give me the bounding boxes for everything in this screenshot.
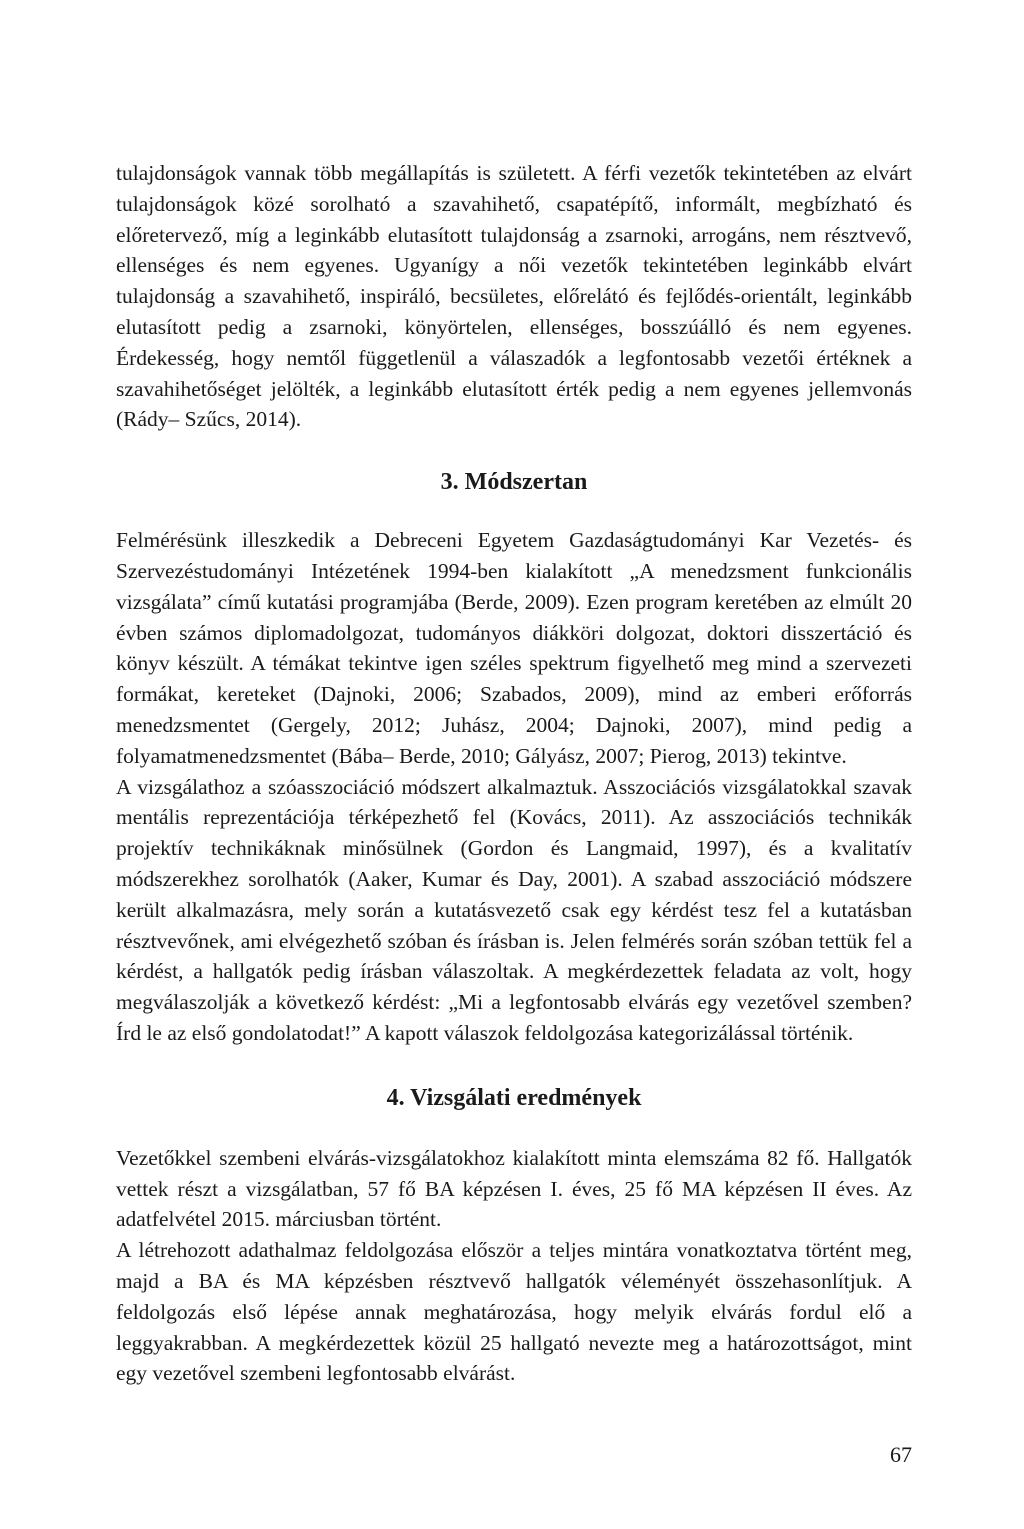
paragraph-methodology-1: Felmérésünk illeszkedik a Debreceni Egyetem Gazdaságtudományi Kar Vezetés- és Szervezéstudományi Intézetének 1994-ben kialakított „A menedzsment funkcionális vizsgálata” című kutatási programjába (Berde, 2009). Ezen program keretében az elmúlt 20 évben számos diplomadolgozat, tudományos diákköri dolgozat, doktori disszertáció és könyv készült. A témákat tekintve igen széles spektrum figyelhető meg mind a szervezeti formákat, kereteket (Dajnoki, 2006; Szabados, 2009), mind az emberi erőforrás menedzsmentet (Gergely, 2012; Juhász, 2004; Dajnoki, 2007), mind pedig a folyamatmenedzsmentet (Bába– Berde, 2010; Gályász, 2007; Pierog, 2013) tekintve. — [116, 528, 912, 768]
section-heading-results: 4. Vizsgálati eredmények — [386, 1084, 642, 1111]
paragraph-results-2: A létrehozott adathalmaz feldolgozása először a teljes mintára vonatkoztatva történt meg, majd a BA és MA képzésben résztvevő hallgatók véleményét összehasonlítjuk. A feldolgozás első lépése annak meghatározása, hogy melyik elvárás fordul elő a leggyakrabban. A megkérdezettek közül 25 hallgató nevezte meg a határozottságot, mint egy vezetővel szembeni legfontosabb elvárást. — [116, 1238, 912, 1386]
page-body — [116, 158, 912, 1389]
section-heading-methodology: 3. Módszertan — [440, 469, 588, 496]
page-number: 67 — [890, 1442, 912, 1467]
paragraph-intro: tulajdonságok vannak több megállapítás is született. A férfi vezetők tekintetében az elvárt tulajdonságok közé sorolható a szavahihető, csapatépítő, informált, megbízható és előretervező, míg a leginkább elutasított tulajdonság a zsarnoki, arrogáns, nem résztvevő, ellenséges és nem egyenes. Ugyanígy a női vezetők tekintetében leginkább elvárt tulajdonság a szavahihető, inspiráló, becsületes, előrelátó és fejlődés-orientált, leginkább elutasított pedig a zsarnoki, könyörtelen, ellenséges, bosszúálló és nem egyenes. Érdekesség, hogy nemtől függetlenül a válaszadók a legfontosabb vezetői értéknek a szavahihetőséget jelölték, a leginkább elutasított érték pedig a nem egyenes jellemvonás (Rády– Szűcs, 2014). — [116, 161, 912, 432]
paragraph-methodology-2: A vizsgálathoz a szóasszociáció módszert alkalmaztuk. Asszociációs vizsgálatokkal szavak mentális reprezentációja térképezhető fel (Kovács, 2011). Az asszociációs technikák projektív technikáknak minősülnek (Gordon és Langmaid, 1997), és a kvalitatív módszerekhez sorolhatók (Aaker, Kumar és Day, 2001). A szabad asszociáció módszere került alkalmazásra, mely során a kutatásvezető csak egy kérdést tesz fel a kutatásban résztvevőnek, ami elvégezhető szóban és írásban is. Jelen felmérés során szóban tettük fel a kérdést, a hallgatók pedig írásban válaszoltak. A megkérdezettek feladata az volt, hogy megválaszolják a következő kérdést: „Mi a legfontosabb elvárás egy vezetővel szemben? Írd le az első gondolatodat!” A kapott válaszok feldolgozása kategorizálással történik. — [116, 774, 912, 1045]
paragraph-results-1: Vezetőkkel szembeni elvárás-vizsgálatokhoz kialakított minta elemszáma 82 fő. Hallgatók vettek részt a vizsgálatban, 57 fő BA képzésen I. éves, 25 fő MA képzésen II éves. Az adatfelvétel 2015. márciusban történt. — [116, 1145, 912, 1232]
